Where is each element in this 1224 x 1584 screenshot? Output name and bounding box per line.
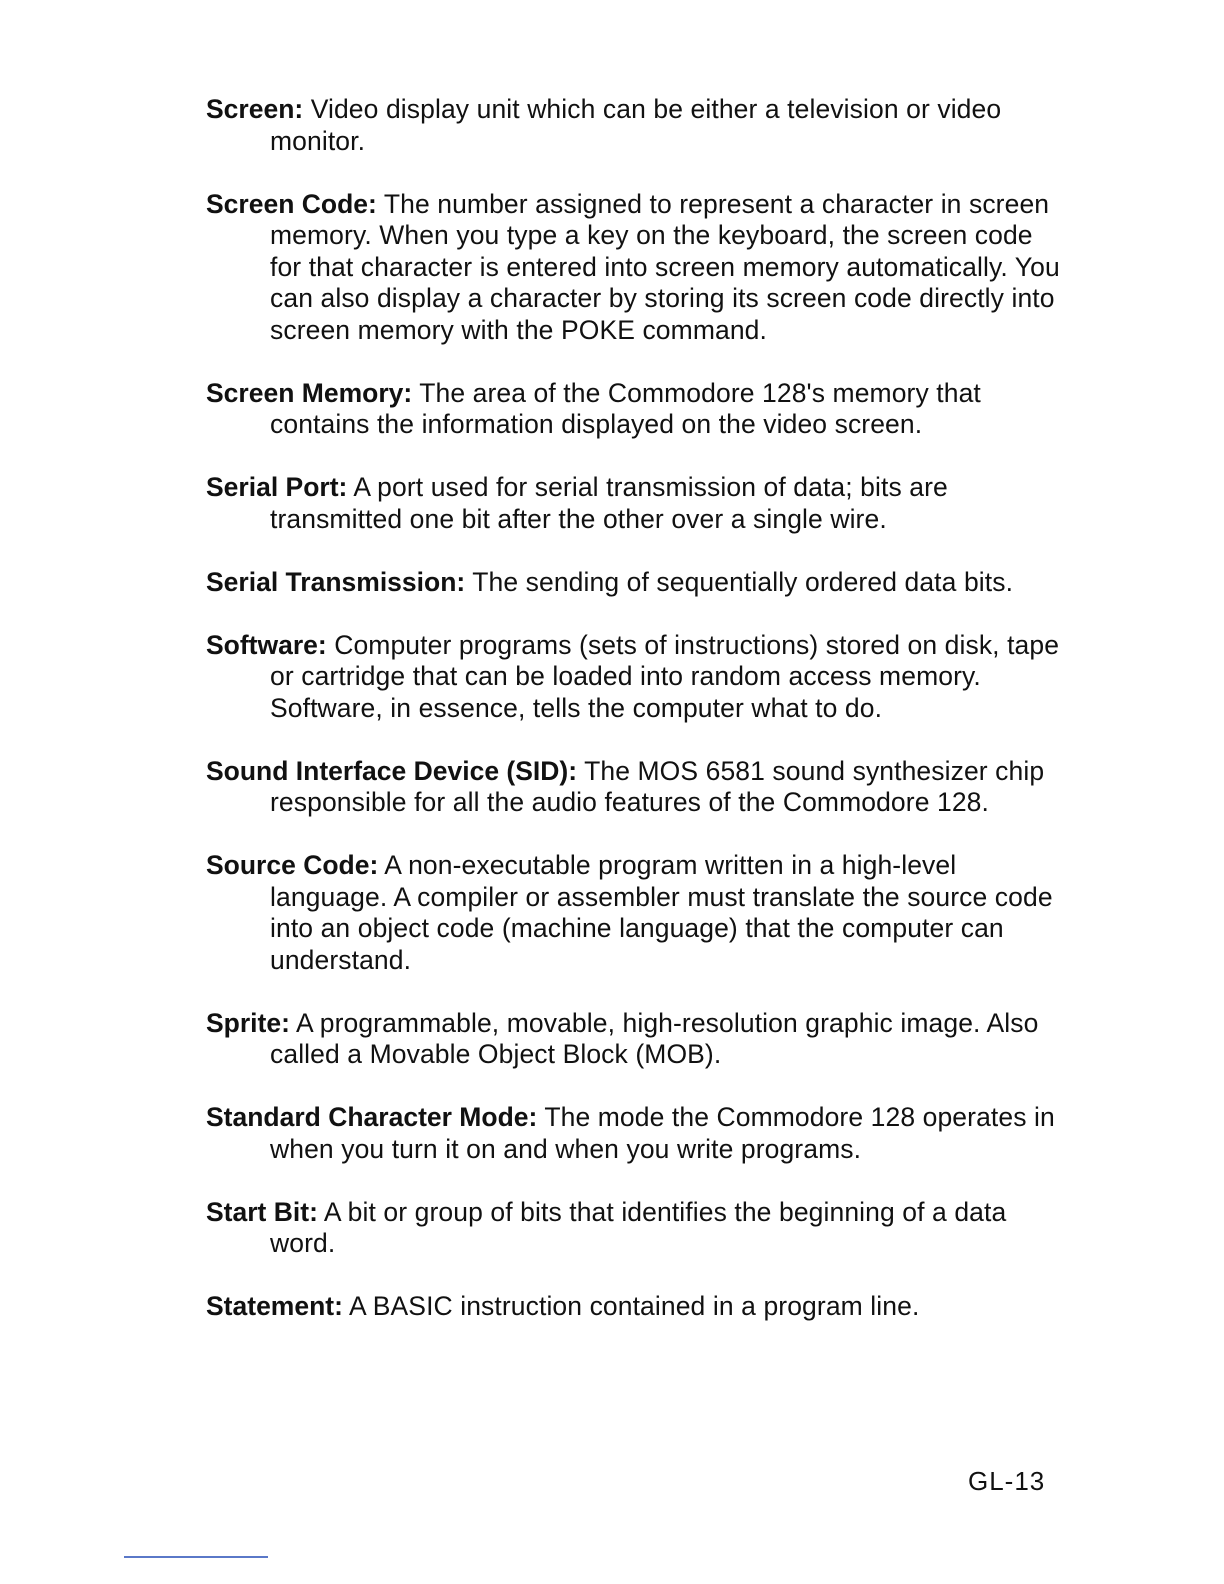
- glossary-entry-sound-interface-device: [206, 756, 1066, 819]
- glossary-term: Serial Port:: [206, 472, 348, 502]
- glossary-entry-serial-port: [206, 472, 1066, 535]
- glossary-entry-screen-memory: [206, 378, 1066, 441]
- glossary-entry-serial-transmission: [206, 567, 1066, 599]
- glossary-definition: A programmable, movable, high-resolution graphic image. Also called a Movable Object Block (MOB).: [270, 1007, 1039, 1069]
- glossary-term: Source Code:: [206, 850, 379, 880]
- glossary-entry-source-code: [206, 850, 1066, 976]
- glossary-definition: The number assigned to represent a character in screen memory. When you type a key on the keyboard, the screen code for that character is entered into screen memory automatically. You can also display a character by storing its screen code directly into screen memory with the POKE command.: [270, 188, 1060, 345]
- glossary-term: Sound Interface Device (SID):: [206, 755, 578, 786]
- glossary-term: Screen:: [206, 94, 304, 124]
- glossary-term: Screen Code:: [206, 188, 377, 219]
- glossary-term: Statement:: [206, 1291, 343, 1321]
- glossary-list: [206, 94, 1066, 1354]
- glossary-entry-software: [206, 630, 1066, 725]
- glossary-definition: The area of the Commodore 128's memory that contains the information displayed on the video screen.: [270, 377, 981, 439]
- glossary-term: Screen Memory:: [206, 377, 413, 408]
- glossary-definition: A bit or group of bits that identifies the beginning of a data word.: [270, 1196, 1007, 1258]
- page-number: GL-13: [968, 1466, 1046, 1496]
- glossary-term: Software:: [206, 629, 327, 660]
- footer-divider: [124, 1556, 268, 1558]
- glossary-entry-sprite: [206, 1008, 1066, 1071]
- glossary-definition: The sending of sequentially ordered data bits.: [472, 566, 1014, 597]
- glossary-definition: Video display unit which can be either a television or video monitor.: [270, 94, 1002, 156]
- glossary-entry-standard-character-mode: [206, 1102, 1066, 1165]
- glossary-term: Sprite:: [206, 1007, 290, 1038]
- glossary-entry-start-bit: [206, 1197, 1066, 1260]
- glossary-definition: A BASIC instruction contained in a program line.: [348, 1291, 920, 1321]
- glossary-definition: The MOS 6581 sound synthesizer chip responsible for all the audio features of the Commodore 128.: [270, 755, 1045, 817]
- glossary-term: Standard Character Mode:: [206, 1102, 538, 1132]
- glossary-term: Start Bit:: [206, 1196, 318, 1227]
- glossary-definition: The mode the Commodore 128 operates in when you turn it on and when you write programs.: [270, 1102, 1055, 1164]
- glossary-term: Serial Transmission:: [206, 566, 466, 597]
- glossary-entry-screen: [206, 94, 1066, 157]
- glossary-entry-statement: [206, 1291, 1066, 1323]
- glossary-definition: A non-executable program written in a high-level language. A compiler or assembler must translate the source code into an object code (machine language) that the computer can understand.: [270, 850, 1053, 975]
- glossary-definition: A port used for serial transmission of data; bits are transmitted one bit after the other over a single wire.: [270, 472, 948, 534]
- glossary-definition: Computer programs (sets of instructions) stored on disk, tape or cartridge that can be loaded into random access memory. Software, in essence, tells the computer what to do.: [270, 629, 1060, 723]
- glossary-entry-screen-code: [206, 189, 1066, 347]
